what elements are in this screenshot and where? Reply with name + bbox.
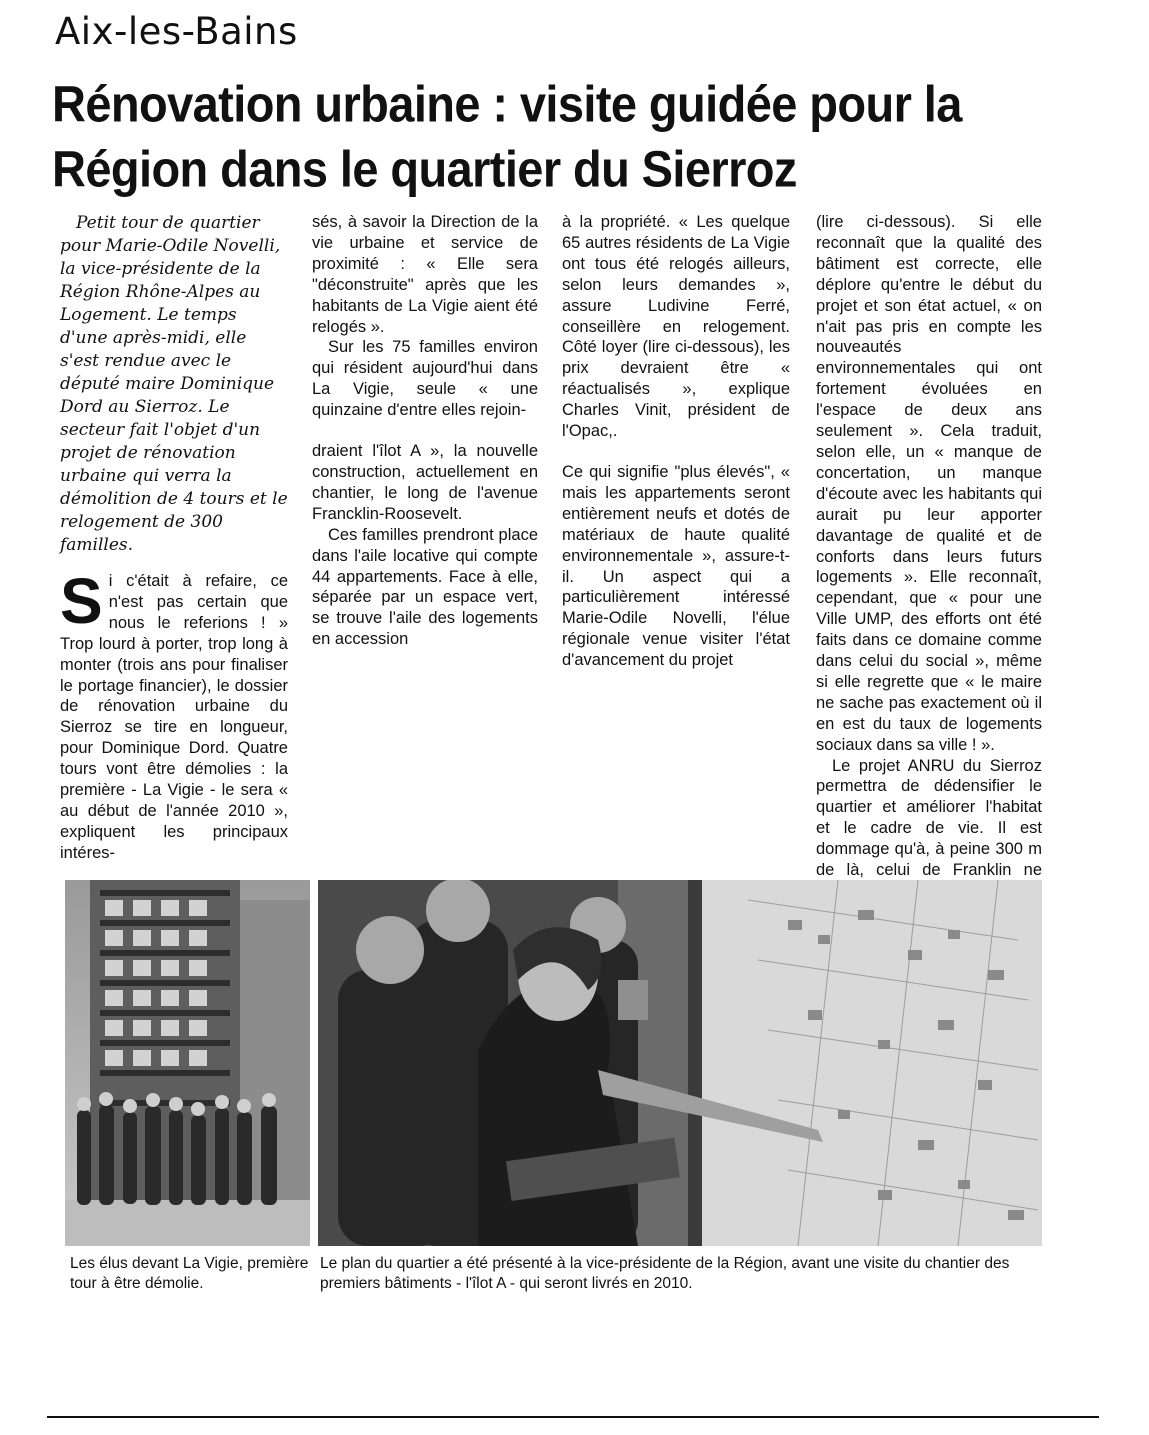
- body-paragraph: [60, 565, 288, 864]
- body-text: i c'était à refaire, ce n'est pas certain que nous le referions ! » Trop lourd à porter, trop long à monter (trois ans pour finaliser le portage financier), le dossier de rénovation urbaine du Sierroz se tire en longueur, pour Dominique Dord. Quatre tours vont être démolies : la première - La Vigie - le sera « au début de l'année 2010 », expliquent les principaux intéres-: [60, 572, 288, 862]
- body-text: Le projet ANRU du Sierroz permettra de dédensifier le quartier et améliorer l'habitat et le cadre de vie. Il est dommage qu'à, à peine 300 m de là, celui de Franklin ne: [816, 756, 1042, 880]
- column-3: [562, 212, 790, 671]
- body-paragraph: draient l'îlot A », la nouvelle construction, actuellement en chantier, le long de l'avenue Francklin-Roosevelt.: [312, 442, 538, 523]
- plan-photo: [318, 880, 1042, 1246]
- article-lead: [60, 212, 288, 557]
- column-1: [60, 212, 288, 864]
- plan-photo-image: [318, 880, 1042, 1246]
- tower-photo-image: [65, 880, 310, 1246]
- article-headline: Rénovation urbaine : visite guidée pour la Région dans le quartier du Sierroz: [52, 75, 962, 198]
- body-paragraph: (lire ci-dessous). Si elle reconnaît que la qualité des bâtiment est correcte, elle déplore qu'entre le début du projet et son état actuel, « on n'ait pas pris en compte les nouveautés environnementales qui ont fortement évoluées en l'espace de deux ans seulement ». Cela traduit, selon elle, un « manque de concertation, un manque d'écoute avec les habitants qui aurait pu leur apporter davantage de qualité et de conforts dans leurs futurs logements ». Elle reconnaît, cependant, que « pour une Ville UMP, des efforts ont été faits dans ce domaine comme dans celui du social », même si elle regrette que « le maire ne sache pas exactement où il en est du taux de logements sociaux dans sa ville ! ».: [816, 213, 1042, 754]
- column-2: [312, 212, 538, 650]
- drop-cap: S: [60, 565, 103, 637]
- tower-photo-caption: Les élus devant La Vigie, première tour à être démolie.: [70, 1255, 309, 1292]
- body-paragraph: Ce qui signifie "plus élevés", « mais les appartements seront entièrement neufs et dotés de matériaux de haute qualité environnementale », assure-t-il. Un aspect qui a particulièrement intéressé Marie-Odile Novelli, l'élue régionale venue visiter l'état d'avancement du projet: [562, 462, 790, 670]
- body-paragraph: Ces familles prendront place dans l'aile locative qui compte 44 appartements. Face à elle, séparée par un espace vert, se trouve l'aile des logements en accession: [312, 525, 538, 649]
- bottom-rule: [47, 1416, 1099, 1418]
- body-paragraph: sés, à savoir la Direction de la vie urbaine et service de proximité : « Elle sera "déconstruite" après que les habitants de La Vigie aient été relogés ».: [312, 213, 538, 336]
- body-paragraph: Sur les 75 familles environ qui résident aujourd'hui dans La Vigie, seule « une quinzaine d'entre elles rejoin-: [312, 338, 538, 420]
- lead-paragraph: Petit tour de quartier pour Marie-Odile Novelli, la vice-présidente de la Région Rhône-Alpes au Logement. Le temps d'une après-midi, elle s'est rendue avec le député maire Dominique Dord au Sierroz. Le secteur fait l'objet d'un projet de rénovation urbaine qui verra la démolition de 4 tours et le relogement de 300 familles.: [60, 213, 288, 555]
- column-4: [816, 212, 1042, 924]
- plan-photo-caption: Le plan du quartier a été présenté à la vice-présidente de la Région, avant une visite du chantier des premiers bâtiments - l'îlot A - qui seront livrés en 2010.: [320, 1255, 1010, 1292]
- section-kicker: Aix-les-Bains: [55, 10, 298, 53]
- tower-photo: [65, 880, 310, 1246]
- body-paragraph: à la propriété. « Les quelque 65 autres résidents de La Vigie ont tous été relogés ailleurs, selon leurs demandes », assure Ludivine Ferré, conseillère en relogement. Côté loyer (lire ci-dessous), les prix devraient être « réactualisés », explique Charles Vinit, président de l'Opac,.: [562, 213, 790, 441]
